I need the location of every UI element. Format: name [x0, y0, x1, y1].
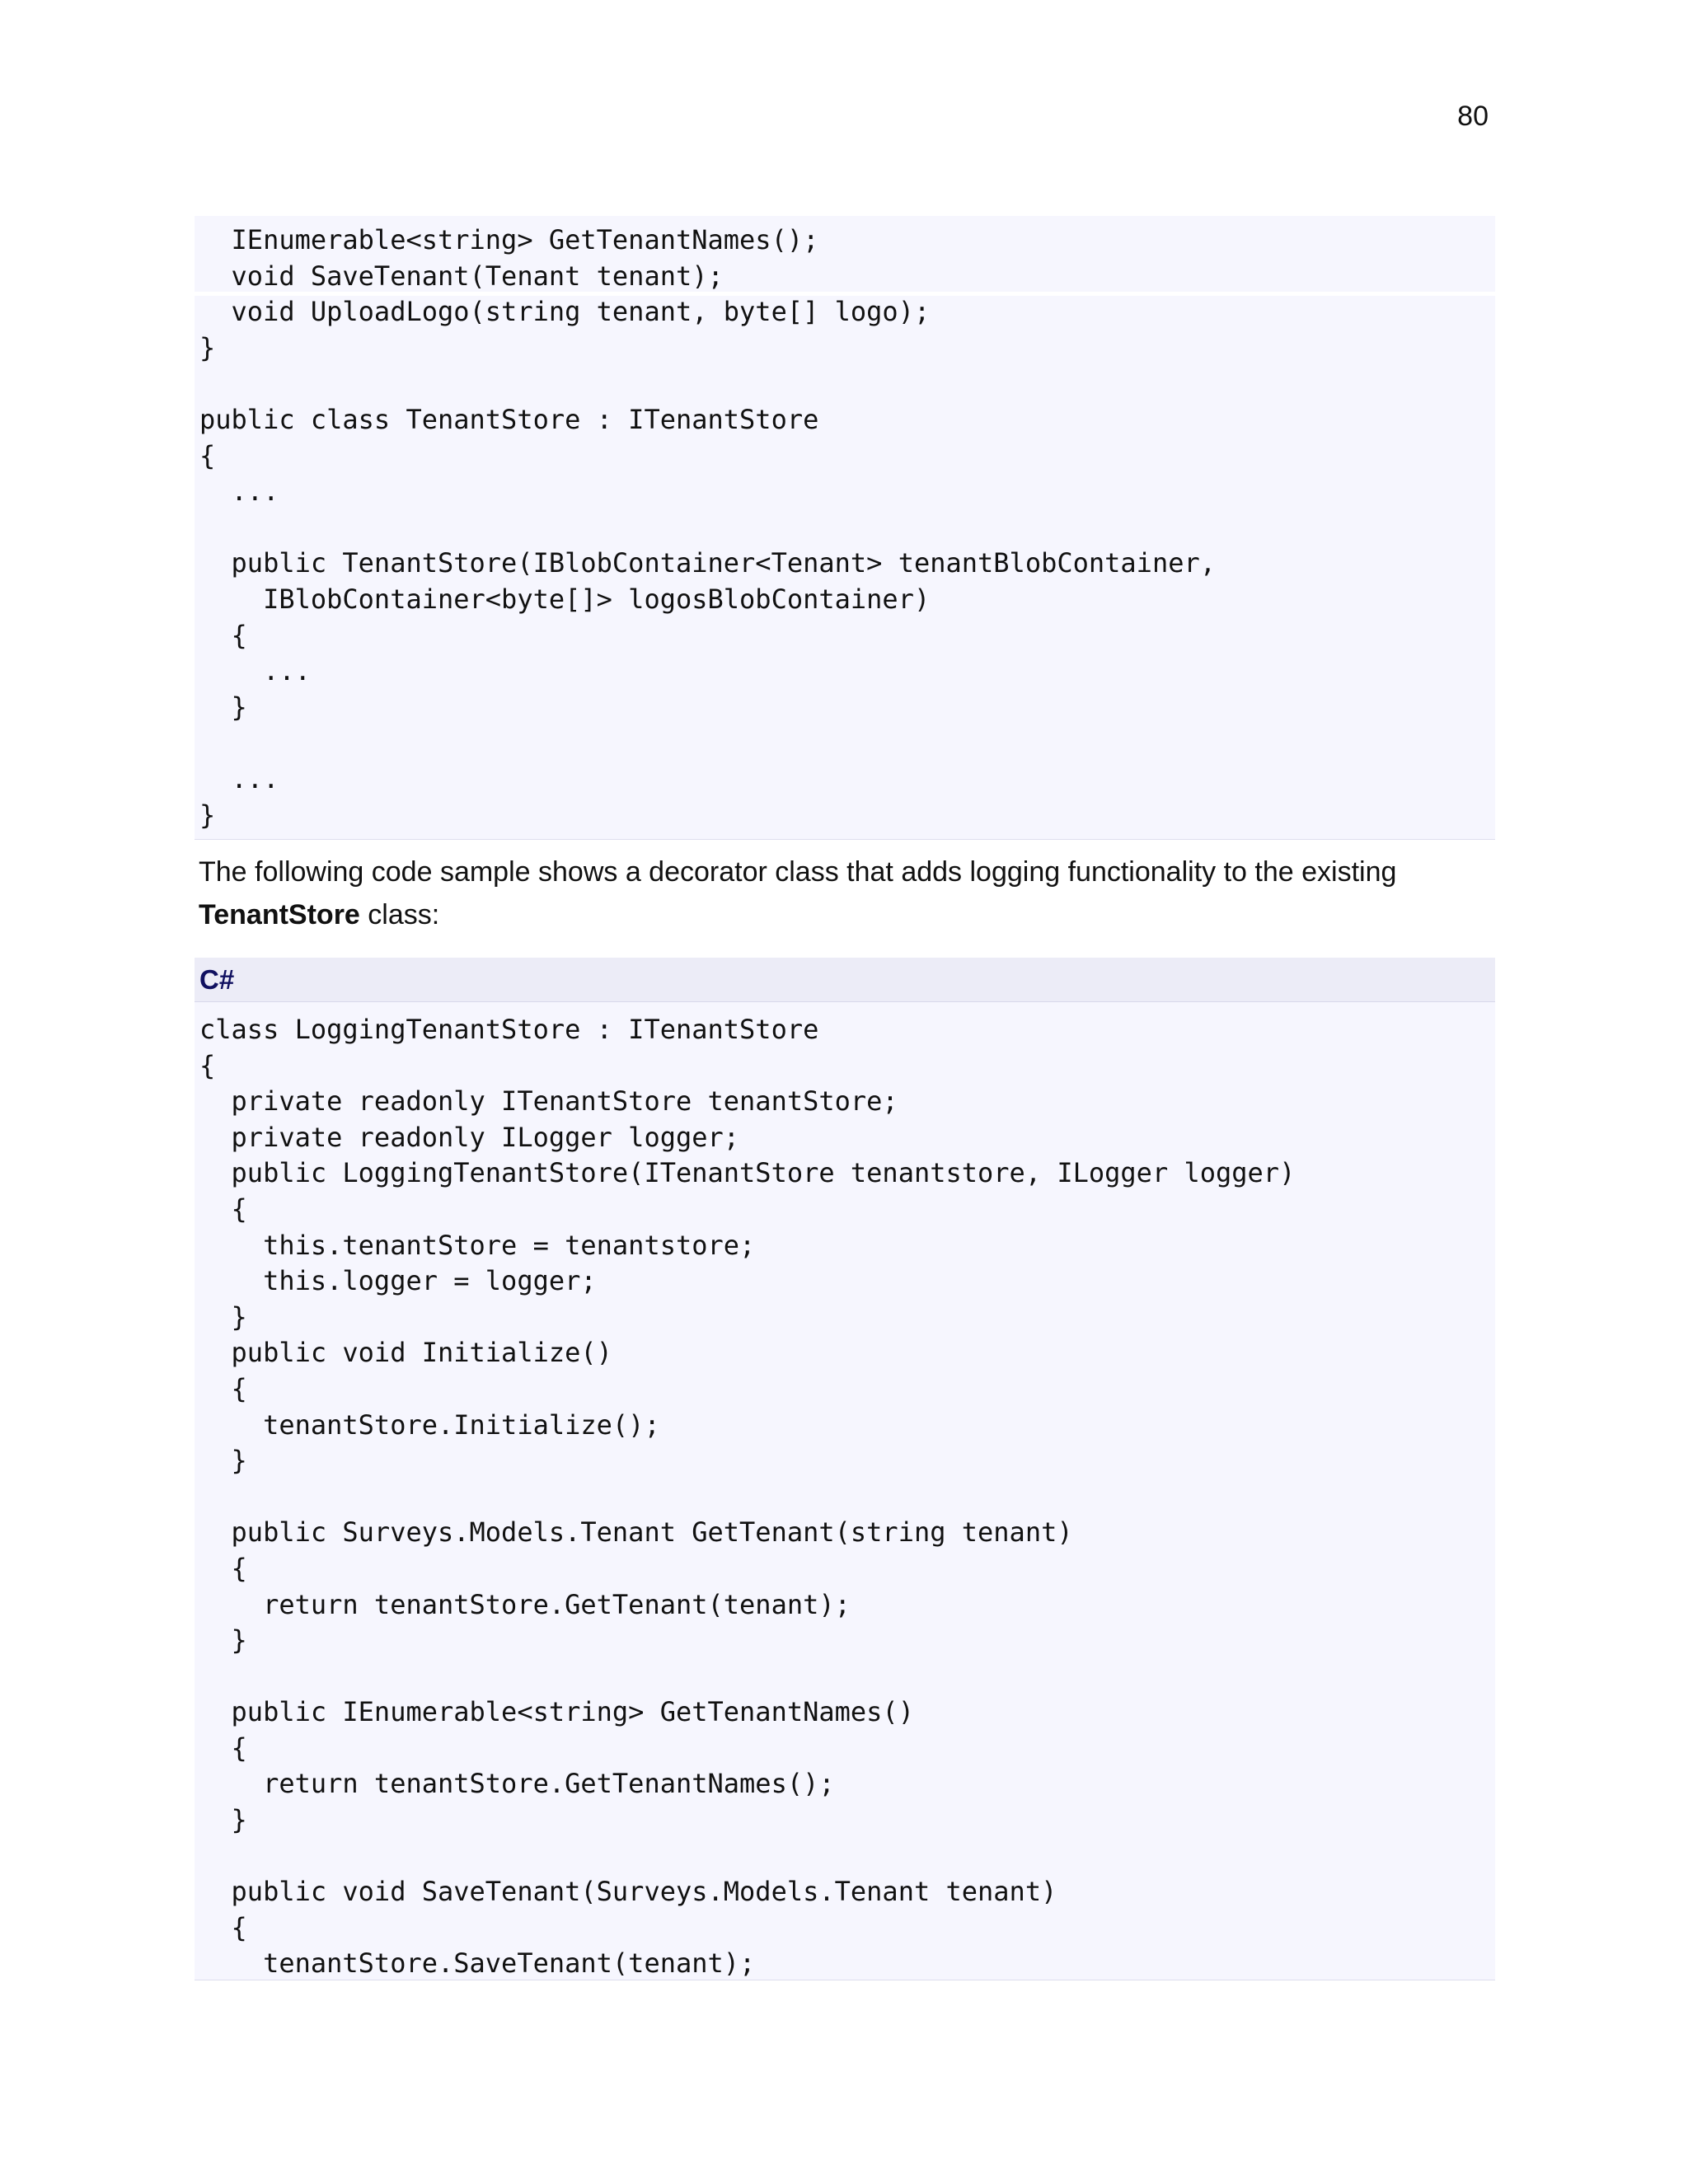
- code-line: }: [199, 1804, 247, 1836]
- code-line: }: [199, 331, 216, 363]
- paragraph-text: The following code sample shows a decorator class that adds logging functionality to the existing: [199, 856, 1397, 888]
- code-line: class LoggingTenantStore : ITenantStore: [199, 1014, 819, 1045]
- code-line: [199, 1839, 1295, 1875]
- code-line: [199, 1659, 1295, 1695]
- code-language-header: [195, 958, 1495, 1002]
- code-line: public TenantStore(IBlobContainer<Tenant> tenantBlobContainer,: [199, 547, 1216, 579]
- code-block-logging-tenant-store: [195, 958, 1495, 1980]
- code-line: }: [199, 1445, 247, 1477]
- code-line: public IEnumerable<string> GetTenantNames(): [199, 1696, 914, 1728]
- code-line: ...: [199, 655, 311, 687]
- code-line: public class TenantStore : ITenantStore: [199, 403, 819, 435]
- code-line: private readonly ITenantStore tenantStore;: [199, 1085, 898, 1118]
- code-line: {: [199, 1911, 247, 1943]
- code-line: }: [199, 799, 216, 831]
- code-line: ...: [199, 762, 279, 794]
- code-line: IBlobContainer<byte[]> logosBlobContainer): [199, 583, 931, 615]
- code-line: public void SaveTenant(Surveys.Models.Tenant tenant): [199, 1876, 1057, 1908]
- code-line: }: [199, 1624, 247, 1657]
- code-line: {: [199, 619, 247, 651]
- code-line: [199, 725, 1216, 762]
- code-line: {: [199, 1193, 247, 1225]
- paragraph-text-end: class:: [359, 899, 440, 930]
- code-line: {: [199, 439, 216, 471]
- code-block-tenant-store: [195, 216, 1495, 840]
- code-line: {: [199, 1049, 216, 1081]
- code-lines: [199, 1012, 1295, 1982]
- code-line: this.tenantStore = tenantstore;: [199, 1229, 756, 1261]
- code-line: tenantStore.SaveTenant(tenant);: [199, 1947, 756, 1980]
- code-line: return tenantStore.GetTenant(tenant);: [199, 1588, 851, 1620]
- code-line: }: [199, 1301, 247, 1333]
- code-line: [199, 1479, 1295, 1516]
- code-language-label: C#: [199, 964, 235, 995]
- code-line: ...: [199, 476, 279, 508]
- page-number: 80: [1457, 101, 1489, 132]
- code-line: IEnumerable<string> GetTenantNames();: [199, 224, 819, 255]
- code-line: return tenantStore.GetTenantNames();: [199, 1768, 835, 1800]
- code-line: tenantStore.Initialize();: [199, 1408, 660, 1441]
- code-line: {: [199, 1732, 247, 1764]
- code-lines: [199, 223, 1216, 833]
- code-line: public void Initialize(): [199, 1337, 612, 1369]
- body-paragraph: [199, 851, 1484, 936]
- code-line: public Surveys.Models.Tenant GetTenant(string tenant): [199, 1516, 1073, 1549]
- code-line: public LoggingTenantStore(ITenantStore tenantstore, ILogger logger): [199, 1157, 1296, 1189]
- code-line: [199, 366, 1216, 402]
- code-line: this.logger = logger;: [199, 1265, 597, 1297]
- code-line: void UploadLogo(string tenant, byte[] logo);: [199, 296, 931, 328]
- code-line: {: [199, 1552, 247, 1584]
- code-line: private readonly ILogger logger;: [199, 1121, 740, 1153]
- code-line: {: [199, 1372, 247, 1404]
- code-line: }: [199, 691, 247, 723]
- paragraph-class-name: TenantStore: [199, 899, 360, 930]
- code-line: [199, 510, 1216, 546]
- code-line: void SaveTenant(Tenant tenant);: [199, 260, 724, 292]
